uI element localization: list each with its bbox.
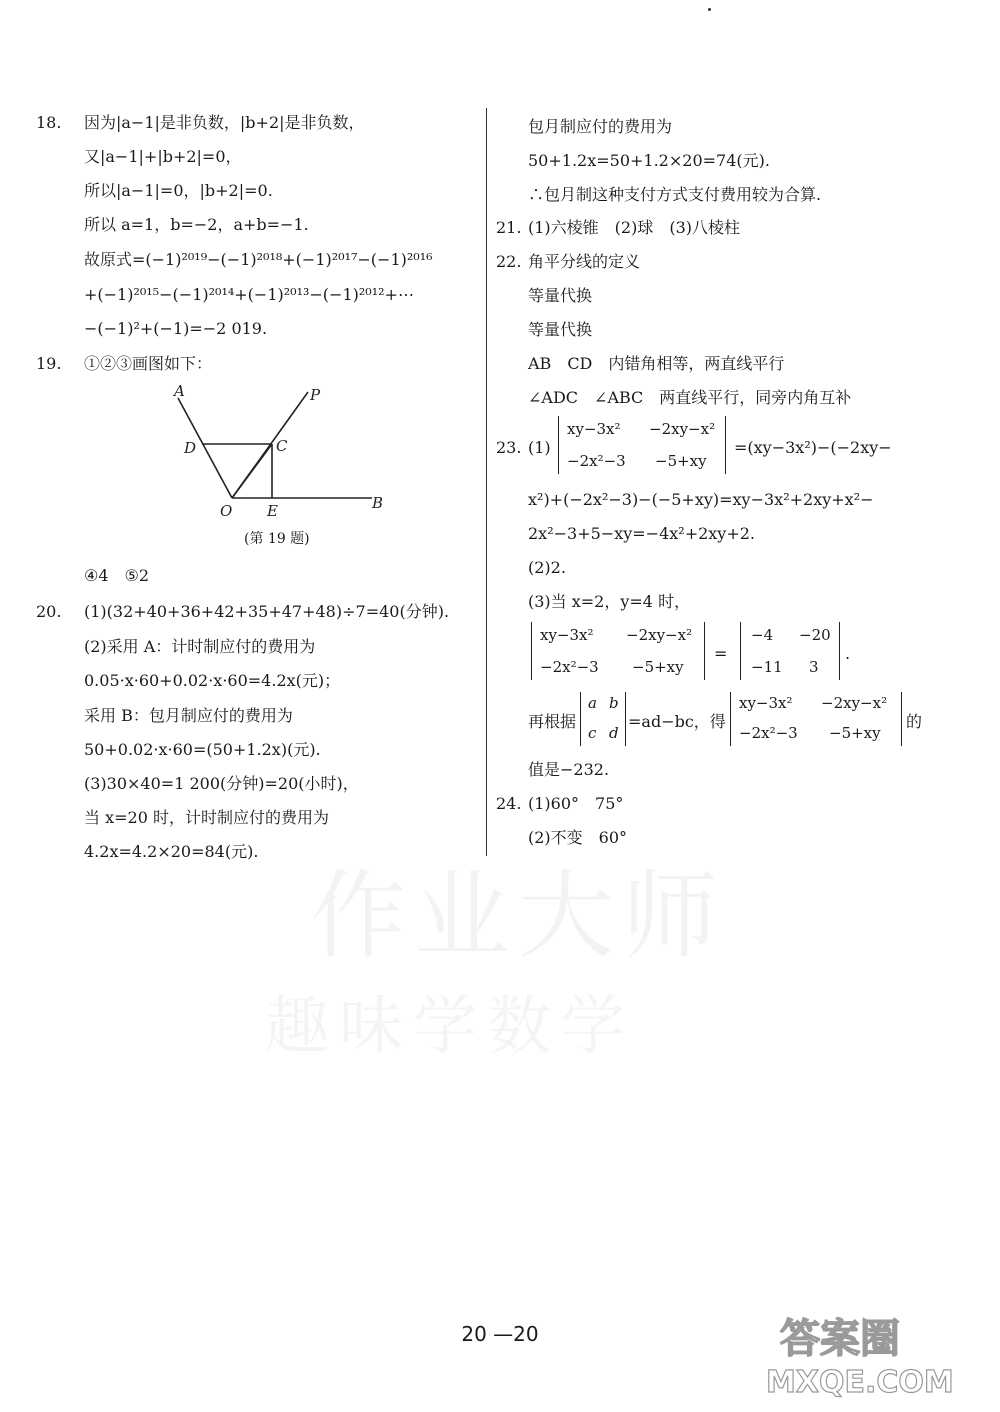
q20-line-6: (3)30×40=1 200(分钟)=20(小时)， bbox=[84, 774, 359, 793]
q19-figure-caption: (第 19 题) bbox=[244, 531, 310, 547]
q21-number: 21. bbox=[496, 218, 522, 237]
q23-part-1-label: (1) bbox=[528, 438, 551, 457]
page-number: 20 —20 bbox=[461, 1322, 539, 1346]
q23-number: 23. bbox=[496, 438, 522, 457]
q22-line-1: 角平分线的定义 bbox=[528, 252, 641, 271]
q18-line-5: 故原式=(−1)²⁰¹⁹−(−1)²⁰¹⁸+(−1)²⁰¹⁷−(−1)²⁰¹⁶ bbox=[84, 250, 433, 269]
det5-d: −5+xy bbox=[829, 724, 881, 742]
det2-b: −2xy−x² bbox=[626, 626, 693, 644]
q23-eq-1: =(xy−3x²)−(−2xy− bbox=[734, 438, 892, 457]
det1-c: −2x²−3 bbox=[567, 452, 626, 470]
q18-number: 18. bbox=[36, 113, 62, 132]
q20-line-2: (2)采用 A：计时制应付的费用为 bbox=[84, 637, 316, 656]
label-O: O bbox=[220, 502, 233, 520]
q23-eq-2: =ad−bc，得 bbox=[628, 712, 726, 731]
det1-a: xy−3x² bbox=[567, 420, 621, 438]
q18-line-1: 因为|a−1|是非负数，|b+2|是非负数， bbox=[84, 113, 365, 132]
q22-line-4: AB CD 内错角相等，两直线平行 bbox=[528, 354, 785, 373]
q20-cont-line-3: ∴包月制这种支付方式支付费用较为合算. bbox=[528, 185, 822, 204]
q19-number: 19. bbox=[36, 354, 62, 373]
q23-again: 再根据 bbox=[528, 712, 577, 731]
q24-line-1: (1)60° 75° bbox=[528, 794, 624, 813]
label-B: B bbox=[372, 494, 384, 512]
q22-line-3: 等量代换 bbox=[528, 320, 593, 339]
q18-line-3: 所以|a−1|=0，|b+2|=0. bbox=[84, 181, 273, 200]
det1-b: −2xy−x² bbox=[649, 420, 716, 438]
q23-part-2: (2)2. bbox=[528, 558, 566, 577]
q19-line-2: ④4 ⑤2 bbox=[84, 566, 150, 585]
q24-line-2: (2)不变 60° bbox=[528, 828, 628, 847]
label-A: A bbox=[174, 382, 185, 400]
q20-line-4: 采用 B：包月制应付的费用为 bbox=[84, 706, 293, 725]
q22-number: 22. bbox=[496, 252, 522, 271]
determinant-5 bbox=[730, 692, 902, 746]
determinant-4 bbox=[580, 692, 626, 746]
det3-d: 3 bbox=[809, 658, 819, 676]
q20-line-5: 50+0.02·x·60=(50+1.2x)(元). bbox=[84, 740, 321, 759]
q23-period: . bbox=[845, 644, 851, 663]
q18-line-2: 又|a−1|+|b+2|=0， bbox=[84, 147, 242, 166]
determinant-3 bbox=[740, 622, 840, 680]
q22-line-2: 等量代换 bbox=[528, 286, 593, 305]
watermark-small: 趣味学数学 bbox=[265, 990, 635, 1064]
q24-number: 24. bbox=[496, 794, 522, 813]
q20-line-7: 当 x=20 时，计时制应付的费用为 bbox=[84, 808, 329, 827]
logo-text-cn: 答案圈 bbox=[780, 1316, 900, 1362]
det4-c: c bbox=[588, 724, 597, 742]
q23-result: 值是−232. bbox=[528, 760, 610, 779]
q20-cont-line-2: 50+1.2x=50+1.2×20=74(元). bbox=[528, 151, 770, 170]
det1-d: −5+xy bbox=[655, 452, 707, 470]
q22-line-5: ∠ADC ∠ABC 两直线平行，同旁内角互补 bbox=[528, 388, 852, 407]
det5-b: −2xy−x² bbox=[821, 694, 888, 712]
q23-eq-sign: = bbox=[714, 644, 728, 663]
scan-speck bbox=[708, 8, 711, 11]
determinant-1 bbox=[558, 416, 726, 474]
label-C: C bbox=[276, 437, 288, 455]
site-logo bbox=[760, 1300, 990, 1400]
q20-cont-line-1: 包月制应付的费用为 bbox=[528, 117, 673, 136]
q20-line-1: (1)(32+40+36+42+35+47+48)÷7=40(分钟). bbox=[84, 602, 450, 621]
det5-c: −2x²−3 bbox=[739, 724, 798, 742]
q19-figure bbox=[150, 376, 400, 526]
det3-a: −4 bbox=[751, 626, 774, 644]
q23-part-3: (3)当 x=2，y=4 时， bbox=[528, 592, 691, 611]
q23-of: 的 bbox=[906, 712, 923, 731]
det2-c: −2x²−3 bbox=[540, 658, 599, 676]
q19-line-1: ①②③画图如下： bbox=[84, 354, 213, 373]
watermark-large: 作业大师 bbox=[310, 860, 726, 972]
label-E: E bbox=[267, 502, 278, 520]
label-D: D bbox=[184, 439, 197, 457]
q18-line-6: +(−1)²⁰¹⁵−(−1)²⁰¹⁴+(−1)²⁰¹³−(−1)²⁰¹²+⋯ bbox=[84, 285, 414, 304]
q20-line-8: 4.2x=4.2×20=84(元). bbox=[84, 842, 259, 861]
segment-OC bbox=[232, 444, 272, 498]
q18-line-4: 所以 a=1，b=−2，a+b=−1. bbox=[84, 215, 309, 234]
det3-c: −11 bbox=[751, 658, 783, 676]
determinant-2 bbox=[531, 622, 705, 680]
label-P: P bbox=[310, 386, 321, 404]
q21-answer: (1)六棱锥 (2)球 (3)八棱柱 bbox=[528, 218, 740, 237]
det4-a: a bbox=[588, 694, 597, 712]
q18-line-7: −(−1)²+(−1)=−2 019. bbox=[84, 319, 268, 338]
det4-b: b bbox=[609, 694, 619, 712]
q23-line-2: x²)+(−2x²−3)−(−5+xy)=xy−3x²+2xy+x²− bbox=[528, 490, 874, 509]
det5-a: xy−3x² bbox=[739, 694, 793, 712]
column-divider bbox=[486, 108, 487, 856]
logo-text-url: MXQE.COM bbox=[766, 1365, 954, 1400]
q20-number: 20. bbox=[36, 602, 62, 621]
det4-d: d bbox=[609, 724, 619, 742]
det3-b: −20 bbox=[799, 626, 831, 644]
q20-line-3: 0.05·x·60+0.02·x·60=4.2x(元)； bbox=[84, 671, 341, 690]
det2-a: xy−3x² bbox=[540, 626, 594, 644]
det2-d: −5+xy bbox=[632, 658, 684, 676]
q23-line-3: 2x²−3+5−xy=−4x²+2xy+2. bbox=[528, 524, 756, 543]
